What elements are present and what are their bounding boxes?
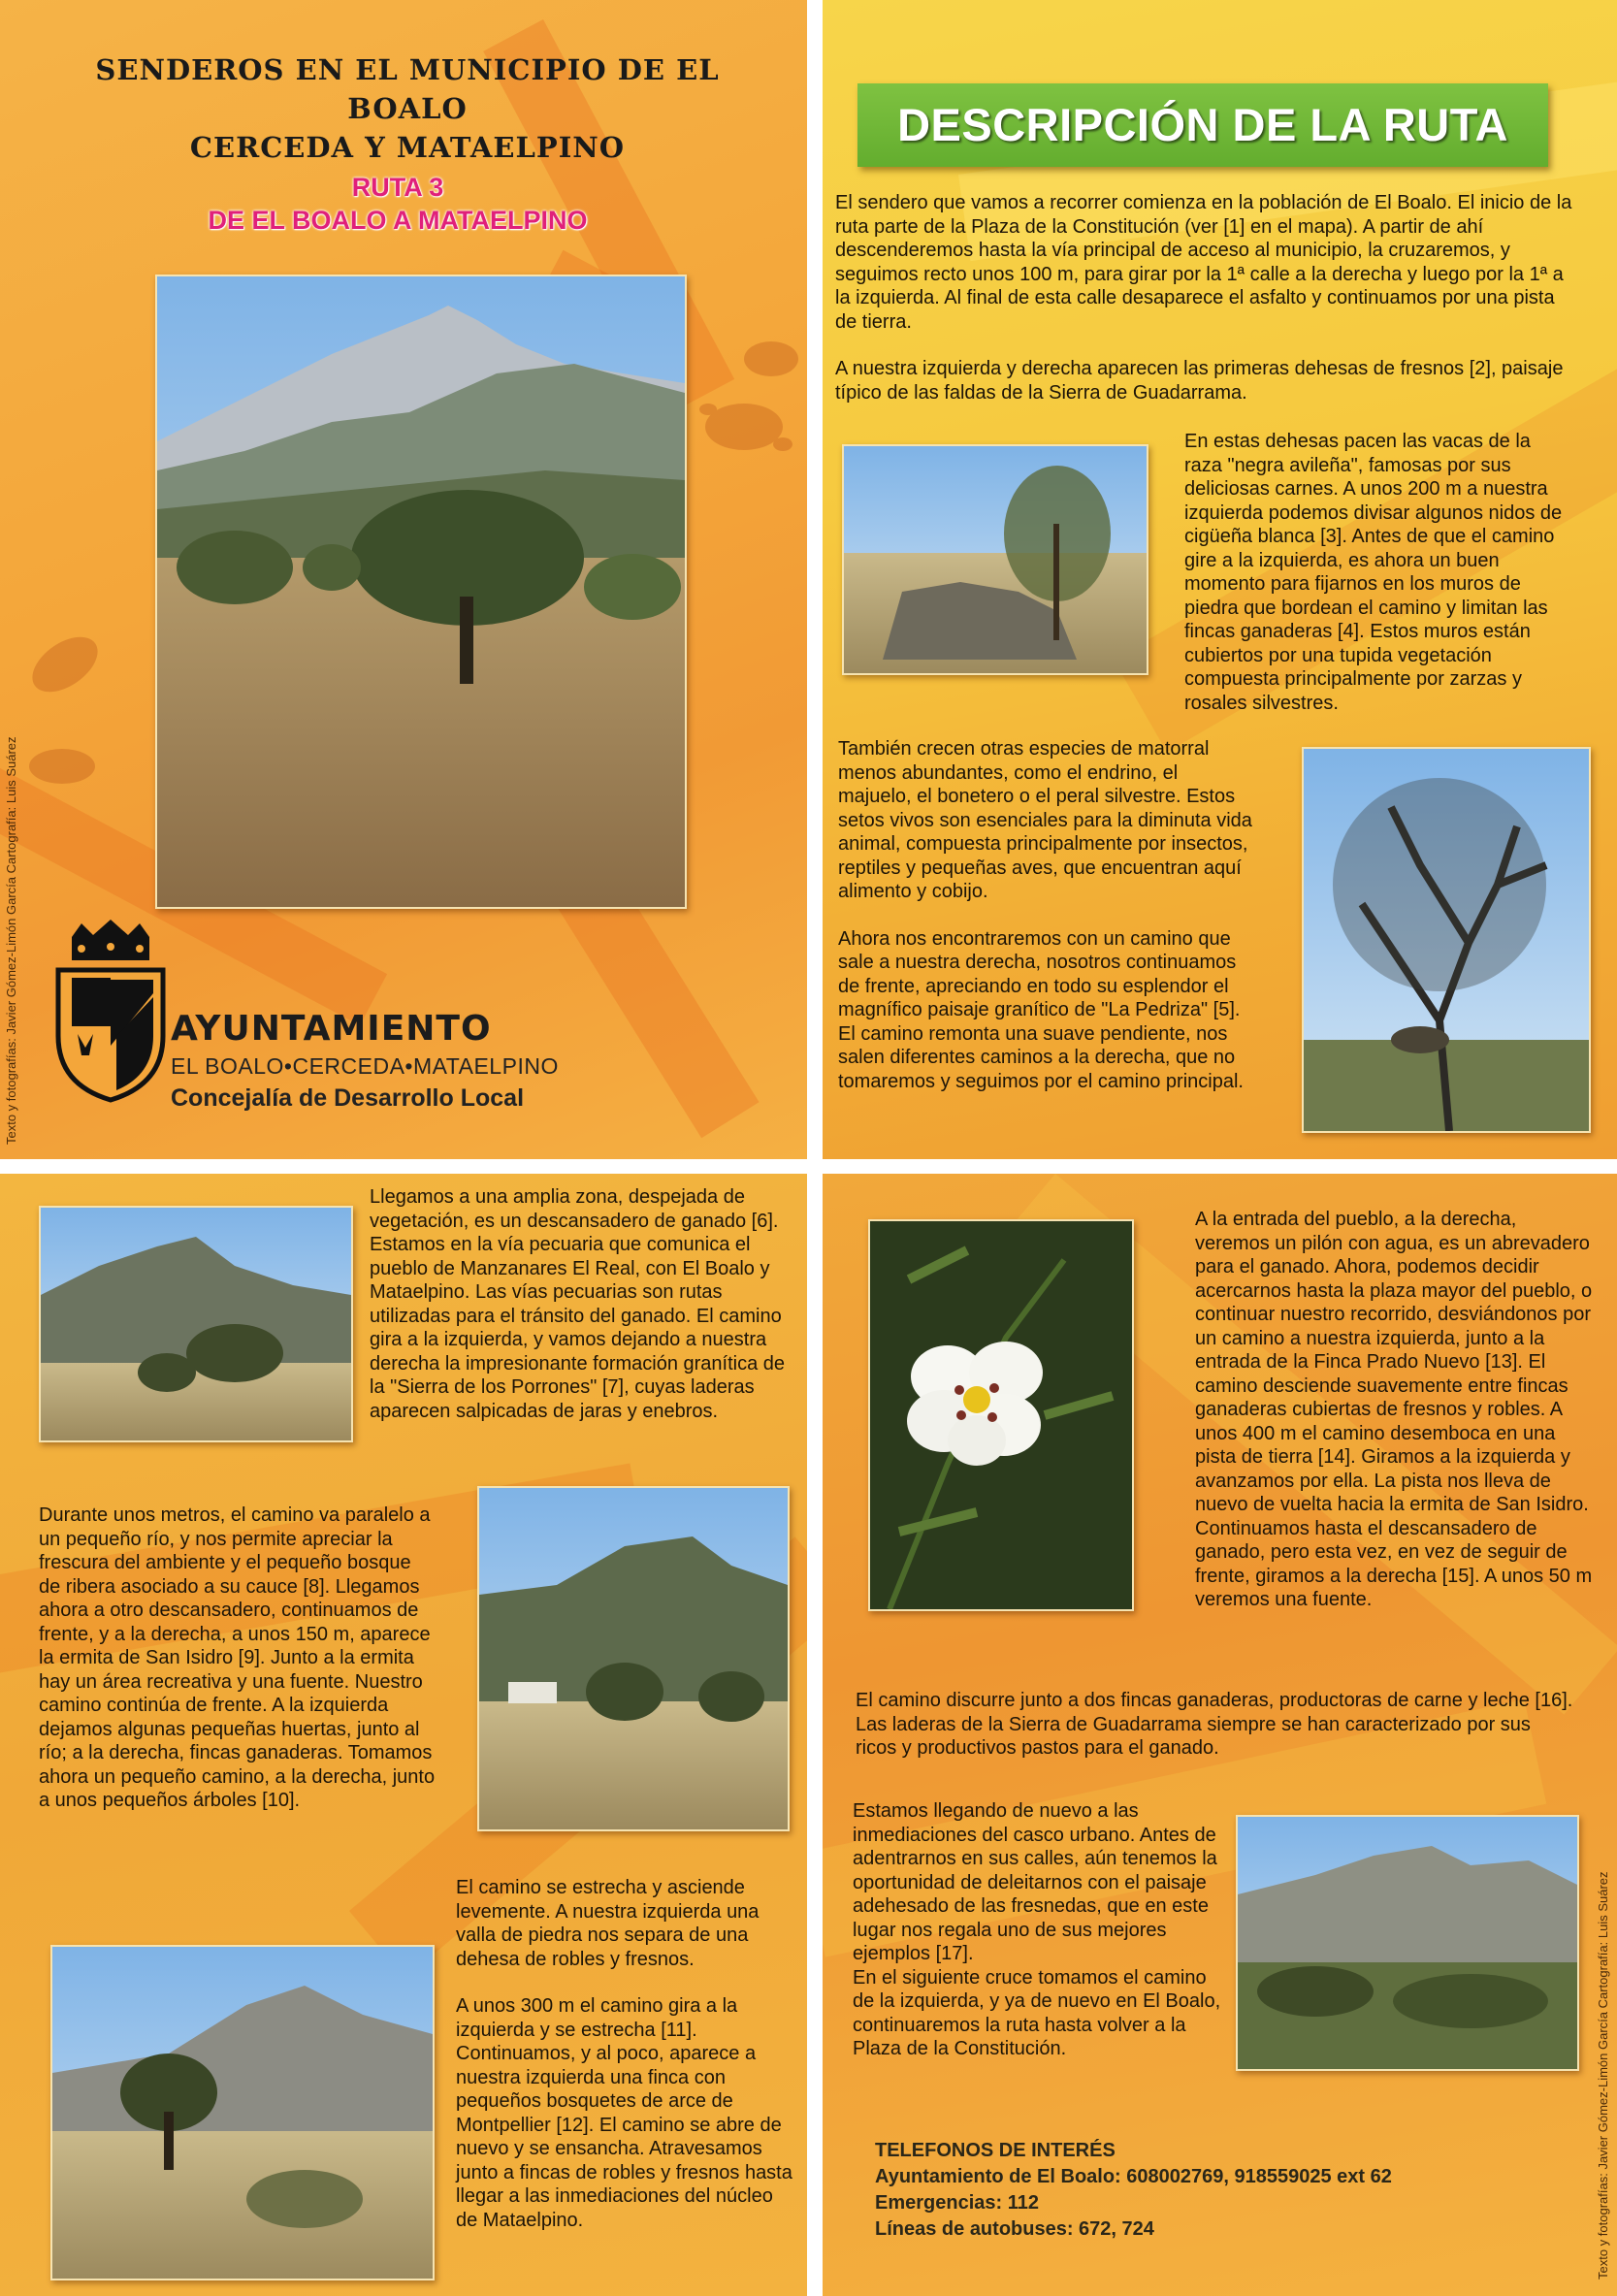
description-paragraph-3-text: En estas dehesas pacen las vacas de la raza "negra avileña", famosas por sus deliciosas carnes. A unos 200 m a nuestra izquierda podemos divisar algunos nidos de cigüeña blanca [3]. Antes de que el camino gire a la izquierda, es ahora un buen momento para fijarnos en los muros de piedra que bordean el camino y limitan las fincas ganaderas [4]. Estos muros están cubiertos por una tupida vegetación compuesta principalmente por zarzas y rosales silvestres. [1184, 431, 1563, 714]
phone-emergencies: Emergencias: 112 [875, 2192, 1039, 2214]
panel4-paragraph-1-text: A la entrada del pueblo, a la derecha, veremos un pilón con agua, es un abrevadero para el ganado. Ahora, podemos decidir acercarnos hasta la plaza mayor del pueblo, o continuar nuestro recorrido, desviándonos por un camino a nuestra izquierda, junto a la entrada de la Finca Prado Nuevo [13]. El camino desciende suavemente entre fincas ganaderas cubiertas de fresnos y robles. A unos 400 m el camino desemboca en una pista de tierra [14]. Giramos a la izquierda y avanzamos por ella. La pista nos lleva de nuevo de vuelta hacia la ermita de San Isidro. Continuamos hasta el descansadero de ganado, pero esta vez, en vez de seguir de frente, giramos a la derecha [15]. A unos 50 m veremos una fuente. [1195, 1209, 1593, 1610]
description-paragraph-1-text: El sendero que vamos a recorrer comienza en la población de El Boalo. El inicio de la ruta parte de la Plaza de la Constitución (ver [1] en el mapa). A partir de ahí descenderemos hasta la vía principal de acceso al municipio, la cruzaremos, y seguimos recto unos 100 m, para girar por la 1ª calle a la derecha y luego por la 1ª a la izquierda. Al final de esta calle desaparece el asfalto y continuamos por una pista de tierra. [835, 192, 1572, 333]
description-paragraph-4-text: También crecen otras especies de matorral menos abundantes, como el endrino, el majuelo, el bonetero o el peral silvestre. Estos setos vivos son esenciales para la diminuta vida animal, compuesta principalmente por insectos, reptiles y pequeñas aves, que encuentran aquí alimento y cobijo. [838, 738, 1252, 902]
panel3-paragraph-3-text: El camino se estrecha y asciende levemente. A nuestra izquierda una valla de piedra nos separa de una dehesa de robles y fresnos. [456, 1877, 760, 1970]
panel4-paragraph-4-text: En el siguiente cruce tomamos el camino de la izquierda, y ya de nuevo en El Boalo, continuaremos la ruta hasta volver a la Plaza de la Constitución. [853, 1966, 1221, 2059]
cover-credits: Texto y fotografías: Javier Gómez-Limón García Cartografía: Luis Suárez [4, 736, 18, 1145]
panel3-paragraph-1-text: Llegamos a una amplia zona, despejada de vegetación, es un descansadero de ganado [6]. Estamos en la vía pecuaria que comunica el pueblo de Manzanares El Real, con El Boalo y Mataelpino. Las vías pecuarias son rutas utilizadas para el tránsito del ganado. El camino gira a la izquierda, y vamos dejando a nuestra derecha la impresionante formación granítica de la "Sierra de los Porrones" [7], cuyas laderas aparecen salpicadas de jaras y enebros. [370, 1186, 786, 1422]
panel3-paragraph-4-text: A unos 300 m el camino gira a la izquierda y se estrecha [11]. Continuamos, y al poco, aparece a nuestra izquierda una finca con pequeños bosquetes de arce de Montpellier [12]. El camino se abre de nuevo y se ensancha. Atravesamos junto a fincas de robles y fresnos hasta llegar a las inmediaciones del núcleo de Mataelpino. [456, 1995, 792, 2231]
description-paragraph-3 [1184, 430, 1572, 738]
panel3-paragraph-1 [370, 1185, 787, 1446]
panel4-paragraph-3-text: Estamos llegando de nuevo a las inmediaciones del casco urbano. Antes de adentrarnos en sus calles, aún tenemos la oportunidad de deleitarnos con el paisaje adehesado de las fresnedas, que en este lugar nos regala uno de sus mejores ejemplos [17]. [853, 1800, 1217, 1964]
photo-ermita-san-isidro [477, 1486, 790, 1831]
photo-fresnedas-sierra [1236, 1815, 1579, 2071]
photo-descansadero-ganado [39, 1206, 353, 1442]
footprint-icon [23, 737, 101, 795]
route-title [146, 171, 650, 237]
panel4-paragraph-1 [1195, 1208, 1593, 1635]
photo-dehesa-robles [50, 1945, 435, 2280]
council-name: AYUNTAMIENTO [171, 1009, 492, 1049]
panel3-paragraph-3 [456, 1876, 795, 2255]
phone-council: Ayuntamiento de El Boalo: 608002769, 918559025 ext 62 [875, 2166, 1392, 2187]
panel3-paragraph-2 [39, 1504, 437, 1836]
panel4-paragraph-2-text: El camino discurre junto a dos fincas ganaderas, productoras de carne y leche [16]. Las laderas de la Sierra de Guadarrama siempre se han caracterizado por sus ricos y productivos pastos para el ganado. [856, 1690, 1573, 1759]
phone-buses: Líneas de autobuses: 672, 724 [875, 2218, 1154, 2240]
cover-photo-la-pedriza [155, 275, 687, 909]
phone-numbers-title: TELEFONOS DE INTERÉS [875, 2140, 1116, 2161]
description-paragraph-1 [835, 191, 1572, 428]
route-description-heading: DESCRIPCIÓN DE LA RUTA [857, 83, 1548, 167]
panel3-paragraph-2-text: Durante unos metros, el camino va paralelo a un pequeño río, y nos permite apreciar la frescura del ambiente y el pequeño bosque de ribera asociado a su cauce [8]. Llegamos ahora a otro descansadero, continuamos de frente, y a la derecha, a unos 150 m, aparece la ermita de San Isidro [9]. Junto a la ermita hay un área recreativa y una fuente. Nuestro camino continúa de frente. A la izquierda dejamos algunas pequeñas huertas, junto al río; a la derecha, fincas ganaderas. Tomamos ahora un pequeño camino, a la derecha, junto a unos pequeños árboles [10]. [39, 1504, 436, 1811]
photo-stone-wall [842, 444, 1148, 675]
cover-panel [0, 0, 807, 1159]
description-paragraph-2-text: A nuestra izquierda y derecha aparecen las primeras dehesas de fresnos [2], paisaje típico de las faldas de la Sierra de Guadarrama. [835, 358, 1564, 404]
route-number: RUTA 3 [351, 173, 444, 202]
photo-jara-flower [868, 1219, 1134, 1611]
description-paragraph-4 [838, 737, 1255, 1116]
footprint-icon [21, 621, 109, 708]
council-coat-of-arms-icon [52, 920, 169, 1104]
brochure-title-line2: CERCEDA Y MATAELPINO [189, 131, 626, 164]
council-department: Concejalía de Desarrollo Local [171, 1084, 525, 1112]
description-paragraph-5-text: Ahora nos encontraremos con un camino que sale a nuestra derecha, nosotros continuamos de frente, apreciando en todo su esplendor el magnífico paisaje granítico de "La Pedriza" [5]. El camino remonta una suave pendiente, nos salen diferentes caminos a la derecha, que no tomaremos y seguimos por el camino principal. [838, 927, 1244, 1092]
brochure-title [39, 50, 776, 167]
photo-stork-nest-tree [1302, 747, 1591, 1133]
route-name: DE EL BOALO A MATAELPINO [208, 206, 588, 235]
footprint-icon [691, 388, 797, 466]
council-towns: EL BOALO•CERCEDA•MATAELPINO [171, 1053, 559, 1079]
brochure-title-line1: SENDEROS EN EL MUNICIPIO DE EL BOALO [95, 53, 720, 125]
panel4-paragraph-3 [853, 1799, 1221, 2085]
back-credits: Texto y fotografías: Javier Gómez-Limón García Cartografía: Luis Suárez [1596, 1871, 1610, 2280]
footprint-icon [737, 330, 805, 388]
panel4-paragraph-2 [856, 1689, 1573, 1784]
phone-numbers-block [875, 2138, 1392, 2243]
